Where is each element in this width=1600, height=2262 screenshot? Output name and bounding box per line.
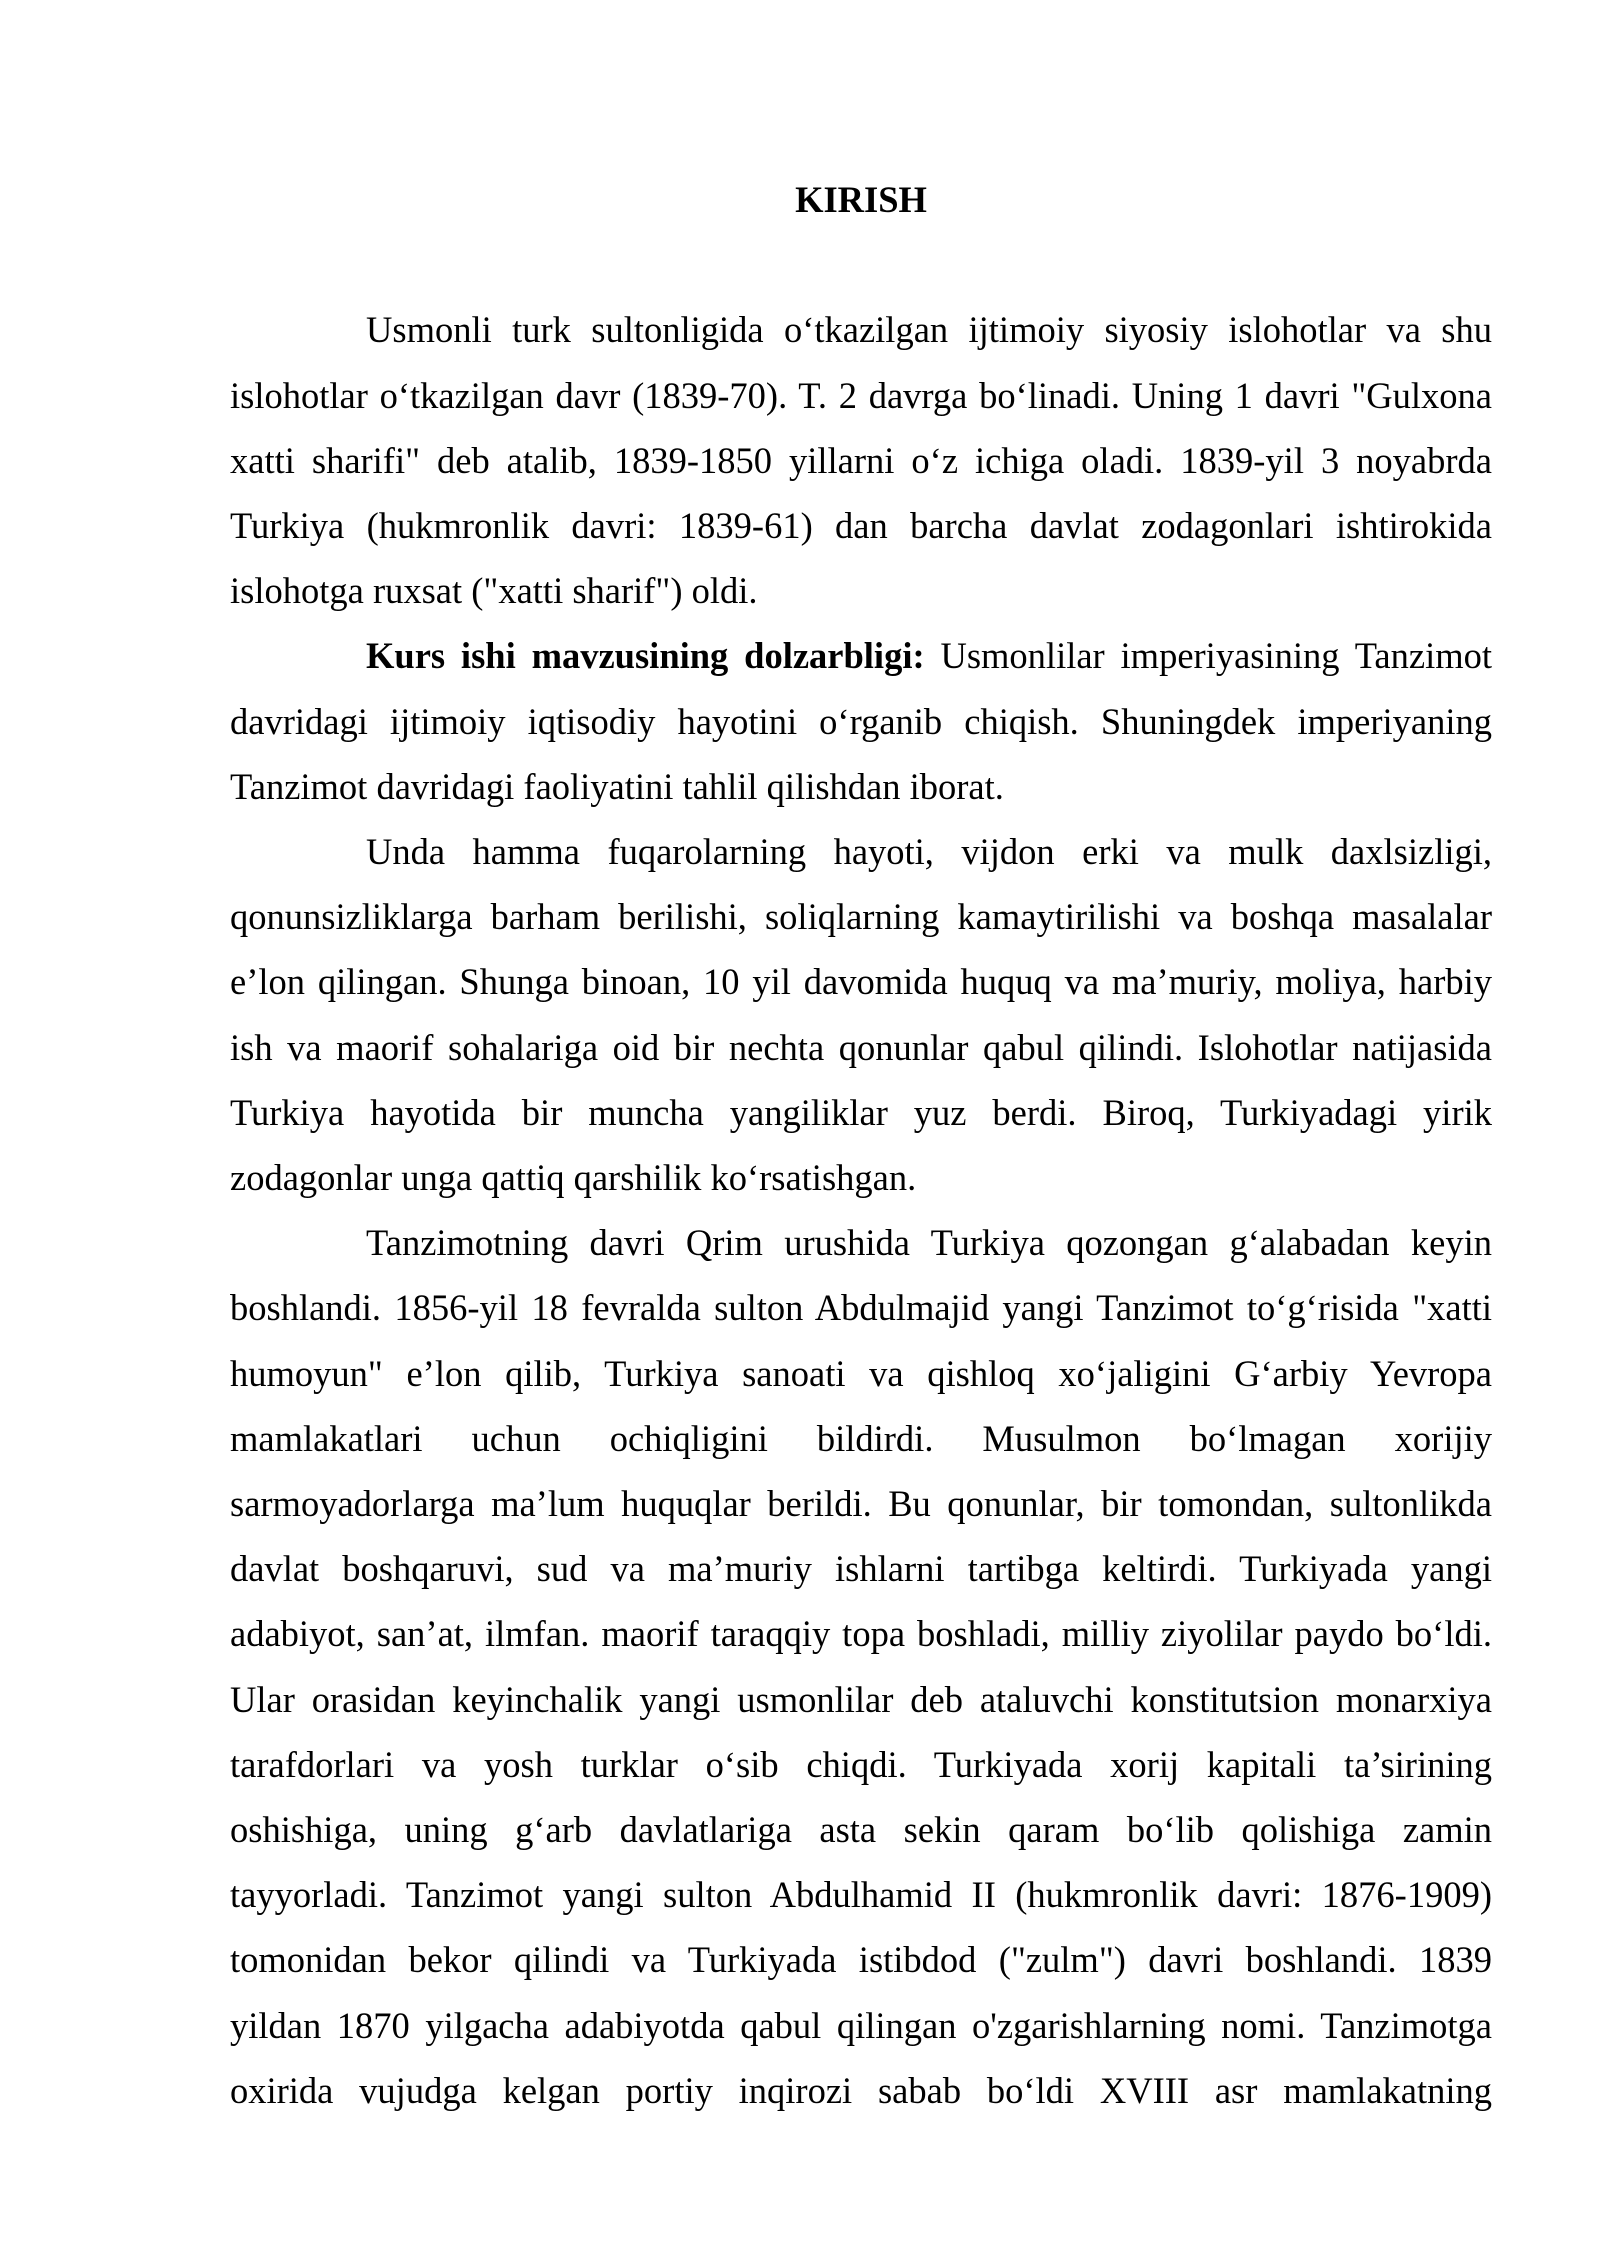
line-text: Usmonlilar imperiyasining Tanzimot [940,635,1493,677]
paragraph-line: Turkiya hayotida bir muncha yangiliklar yuz berdi. Biroq, Turkiyadagi yirik [230,1091,1492,1133]
paragraph [230,297,1492,623]
paragraph-line: tayyorladi. Tanzimot yangi sulton Abdulhamid II (hukmronlik davri: 1876-1909) [230,1874,1492,1916]
paragraph-line: islohotga ruxsat ("xatti sharif") oldi. [230,570,758,612]
paragraph-line: oxirida vujudga kelgan portiy inqirozi sabab bo‘ldi XVIII asr mamlakatning [230,2069,1492,2111]
paragraph-line: e’lon qilingan. Shunga binoan, 10 yil davomida huquq va ma’muriy, moliya, harbiy [230,961,1492,1003]
bold-lead-text: Kurs ishi mavzusining dolzarbligi: [366,635,925,677]
paragraph-line: Usmonli turk sultonligida o‘tkazilgan ijtimoiy siyosiy islohotlar va shu [366,309,1492,351]
paragraph-line: oshishiga, uning g‘arb davlatlariga asta sekin qaram bo‘lib qolishiga zamin [230,1809,1492,1851]
paragraph-line: xatti sharifi" deb atalib, 1839-1850 yillarni o‘z ichiga oladi. 1839-yil 3 noyabrda [230,439,1492,481]
page-title: KIRISH [795,179,927,220]
paragraph-line: zodagonlar unga qattiq qarshilik ko‘rsatishgan. [230,1157,917,1199]
paragraph-line: ish va maorif sohalariga oid bir nechta qonunlar qabul qilindi. Islohotlar natijasida [230,1026,1492,1068]
paragraph-line [230,623,1492,688]
paragraph-line: Ular orasidan keyinchalik yangi usmonlilar deb ataluvchi konstitutsion monarxiya [230,1678,1492,1720]
paragraph-line: tomonidan bekor qilindi va Turkiyada istibdod ("zulm") davri boshlandi. 1839 [230,1939,1492,1981]
paragraph-line: mamlakatlari uchun ochiqligini bildirdi. Musulmon bo‘lmagan xorijiy [230,1417,1492,1459]
paragraph-line: davridagi ijtimoiy iqtisodiy hayotini o‘rganib chiqish. Shuningdek imperiyaning [230,700,1492,742]
paragraph [230,623,1492,819]
paragraph-line: qonunsizliklarga barham berilishi, soliqlarning kamaytirilishi va boshqa masalalar [230,896,1492,938]
paragraph-line: boshlandi. 1856-yil 18 fevralda sulton Abdulmajid yangi Tanzimot to‘g‘risida "xatti [230,1287,1492,1329]
paragraph-line: Tanzimot davridagi faoliyatini tahlil qilishdan iborat. [230,765,1004,807]
paragraph-line: humoyun" e’lon qilib, Turkiya sanoati va qishloq xo‘jaligini G‘arbiy Yevropa [230,1352,1492,1394]
paragraph [230,819,1492,1210]
paragraph-line: Tanzimotning davri Qrim urushida Turkiya qozongan g‘alabadan keyin [366,1222,1492,1264]
paragraph-line: Turkiya (hukmronlik davri: 1839-61) dan barcha davlat zodagonlari ishtirokida [230,504,1492,546]
paragraph-line: yildan 1870 yilgacha adabiyotda qabul qilingan o'zgarishlarning nomi. Tanzimotga [230,2004,1492,2046]
paragraph-line: davlat boshqaruvi, sud va ma’muriy ishlarni tartibga keltirdi. Turkiyada yangi [230,1548,1492,1590]
paragraph-line: islohotlar o‘tkazilgan davr (1839-70). T. 2 davrga bo‘linadi. Uning 1 davri "Gulxona [230,374,1492,416]
paragraph-line: Unda hamma fuqarolarning hayoti, vijdon erki va mulk daxlsizligi, [366,831,1492,872]
paragraph-line: adabiyot, san’at, ilmfan. maorif taraqqiy topa boshladi, milliy ziyolilar paydo bo‘ldi. [230,1613,1492,1655]
paragraph-line: sarmoyadorlarga ma’lum huquqlar berildi. Bu qonunlar, bir tomondan, sultonlikda [230,1483,1492,1525]
paragraph [230,1210,1492,2123]
paragraph-line: tarafdorlari va yosh turklar o‘sib chiqdi. Turkiyada xorij kapitali ta’sirining [230,1743,1492,1785]
